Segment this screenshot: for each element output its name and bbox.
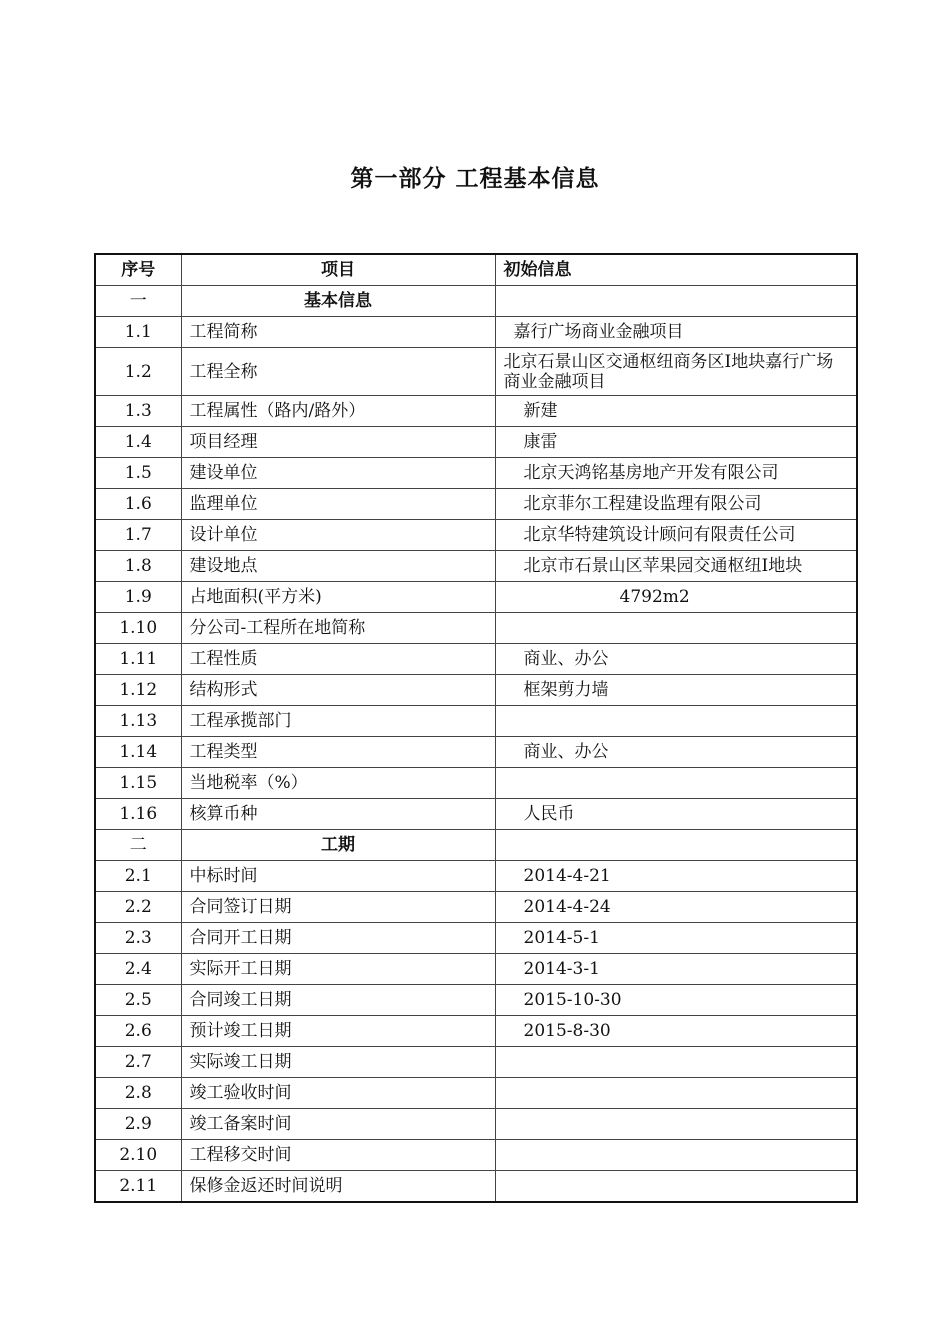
row-no: 1.2 [95, 348, 181, 396]
row-no: 1.9 [95, 582, 181, 613]
section-no: 二 [95, 830, 181, 861]
table-row [95, 706, 857, 737]
row-info: 框架剪力墙 [495, 675, 857, 706]
row-info: 新建 [495, 396, 857, 427]
table-row [95, 613, 857, 644]
row-item: 分公司-工程所在地简称 [181, 613, 495, 644]
table-row [95, 1078, 857, 1109]
row-no: 2.8 [95, 1078, 181, 1109]
table-row [95, 1109, 857, 1140]
row-info: 康雷 [495, 427, 857, 458]
row-info: 2015-10-30 [495, 985, 857, 1016]
table-row [95, 644, 857, 675]
row-info: 2014-4-21 [495, 861, 857, 892]
table-row [95, 675, 857, 706]
row-no: 1.1 [95, 317, 181, 348]
row-no: 2.10 [95, 1140, 181, 1171]
row-no: 1.12 [95, 675, 181, 706]
row-no: 1.13 [95, 706, 181, 737]
table-row [95, 954, 857, 985]
row-info [495, 1171, 857, 1203]
row-item: 实际竣工日期 [181, 1047, 495, 1078]
row-no: 1.10 [95, 613, 181, 644]
row-no: 1.4 [95, 427, 181, 458]
row-no: 1.11 [95, 644, 181, 675]
table-row [95, 861, 857, 892]
row-no: 1.7 [95, 520, 181, 551]
row-item: 当地税率（%） [181, 768, 495, 799]
row-no: 1.5 [95, 458, 181, 489]
table-row [95, 892, 857, 923]
table-row [95, 985, 857, 1016]
row-item: 工程全称 [181, 348, 495, 396]
row-info: 北京市石景山区苹果园交通枢纽Ⅰ地块 [495, 551, 857, 582]
header-item: 项目 [181, 254, 495, 286]
table-row [95, 923, 857, 954]
row-no: 2.11 [95, 1171, 181, 1203]
row-no: 2.2 [95, 892, 181, 923]
row-info: 北京石景山区交通枢纽商务区Ⅰ地块嘉行广场商业金融项目 [495, 348, 857, 396]
row-no: 1.6 [95, 489, 181, 520]
row-item: 工程属性（路内/路外） [181, 396, 495, 427]
section-info [495, 286, 857, 317]
row-info [495, 768, 857, 799]
row-info [495, 1109, 857, 1140]
row-no: 2.3 [95, 923, 181, 954]
table-row [95, 458, 857, 489]
table-row [95, 799, 857, 830]
section-row [95, 286, 857, 317]
row-no: 1.15 [95, 768, 181, 799]
row-no: 1.3 [95, 396, 181, 427]
row-no: 2.5 [95, 985, 181, 1016]
row-item: 结构形式 [181, 675, 495, 706]
row-no: 2.1 [95, 861, 181, 892]
section-row [95, 830, 857, 861]
table-row [95, 1140, 857, 1171]
row-item: 工程性质 [181, 644, 495, 675]
row-item: 监理单位 [181, 489, 495, 520]
row-item: 竣工备案时间 [181, 1109, 495, 1140]
row-item: 建设单位 [181, 458, 495, 489]
section-name: 基本信息 [181, 286, 495, 317]
table-row [95, 1016, 857, 1047]
row-no: 1.8 [95, 551, 181, 582]
row-item: 项目经理 [181, 427, 495, 458]
table-header-row [95, 254, 857, 286]
header-info: 初始信息 [495, 254, 857, 286]
row-item: 建设地点 [181, 551, 495, 582]
row-info: 2014-3-1 [495, 954, 857, 985]
table-row [95, 348, 857, 396]
section-no: 一 [95, 286, 181, 317]
row-item: 工程移交时间 [181, 1140, 495, 1171]
row-item: 合同开工日期 [181, 923, 495, 954]
section-info [495, 830, 857, 861]
section-name: 工期 [181, 830, 495, 861]
header-no: 序号 [95, 254, 181, 286]
table-row [95, 396, 857, 427]
table-row [95, 1047, 857, 1078]
row-item: 设计单位 [181, 520, 495, 551]
row-no: 2.7 [95, 1047, 181, 1078]
row-item: 合同竣工日期 [181, 985, 495, 1016]
project-info-table [94, 253, 858, 1203]
row-item: 保修金返还时间说明 [181, 1171, 495, 1203]
row-item: 工程承揽部门 [181, 706, 495, 737]
row-info: 商业、办公 [495, 737, 857, 768]
row-item: 实际开工日期 [181, 954, 495, 985]
row-item: 占地面积(平方米) [181, 582, 495, 613]
row-info [495, 706, 857, 737]
row-item: 核算币种 [181, 799, 495, 830]
table-row [95, 551, 857, 582]
row-item: 中标时间 [181, 861, 495, 892]
row-info: 商业、办公 [495, 644, 857, 675]
row-no: 2.9 [95, 1109, 181, 1140]
row-info: 2014-4-24 [495, 892, 857, 923]
row-info: 2014-5-1 [495, 923, 857, 954]
row-item: 竣工验收时间 [181, 1078, 495, 1109]
row-info: 嘉行广场商业金融项目 [495, 317, 857, 348]
row-item: 预计竣工日期 [181, 1016, 495, 1047]
page-title: 第一部分 工程基本信息 [350, 166, 600, 192]
row-no: 1.16 [95, 799, 181, 830]
row-info: 人民币 [495, 799, 857, 830]
row-info [495, 613, 857, 644]
row-info [495, 1140, 857, 1171]
table-row [95, 489, 857, 520]
row-info: 北京华特建筑设计顾问有限责任公司 [495, 520, 857, 551]
row-no: 2.6 [95, 1016, 181, 1047]
row-no: 1.14 [95, 737, 181, 768]
table-row [95, 737, 857, 768]
row-item: 合同签订日期 [181, 892, 495, 923]
row-item: 工程类型 [181, 737, 495, 768]
row-info: 4792m2 [495, 582, 857, 613]
table-row [95, 582, 857, 613]
table-row [95, 520, 857, 551]
table-row [95, 1171, 857, 1203]
row-info: 北京天鸿铭基房地产开发有限公司 [495, 458, 857, 489]
table-row [95, 768, 857, 799]
row-info: 2015-8-30 [495, 1016, 857, 1047]
row-info [495, 1047, 857, 1078]
row-no: 2.4 [95, 954, 181, 985]
row-item: 工程简称 [181, 317, 495, 348]
row-info [495, 1078, 857, 1109]
table-row [95, 317, 857, 348]
row-info: 北京菲尔工程建设监理有限公司 [495, 489, 857, 520]
table-row [95, 427, 857, 458]
